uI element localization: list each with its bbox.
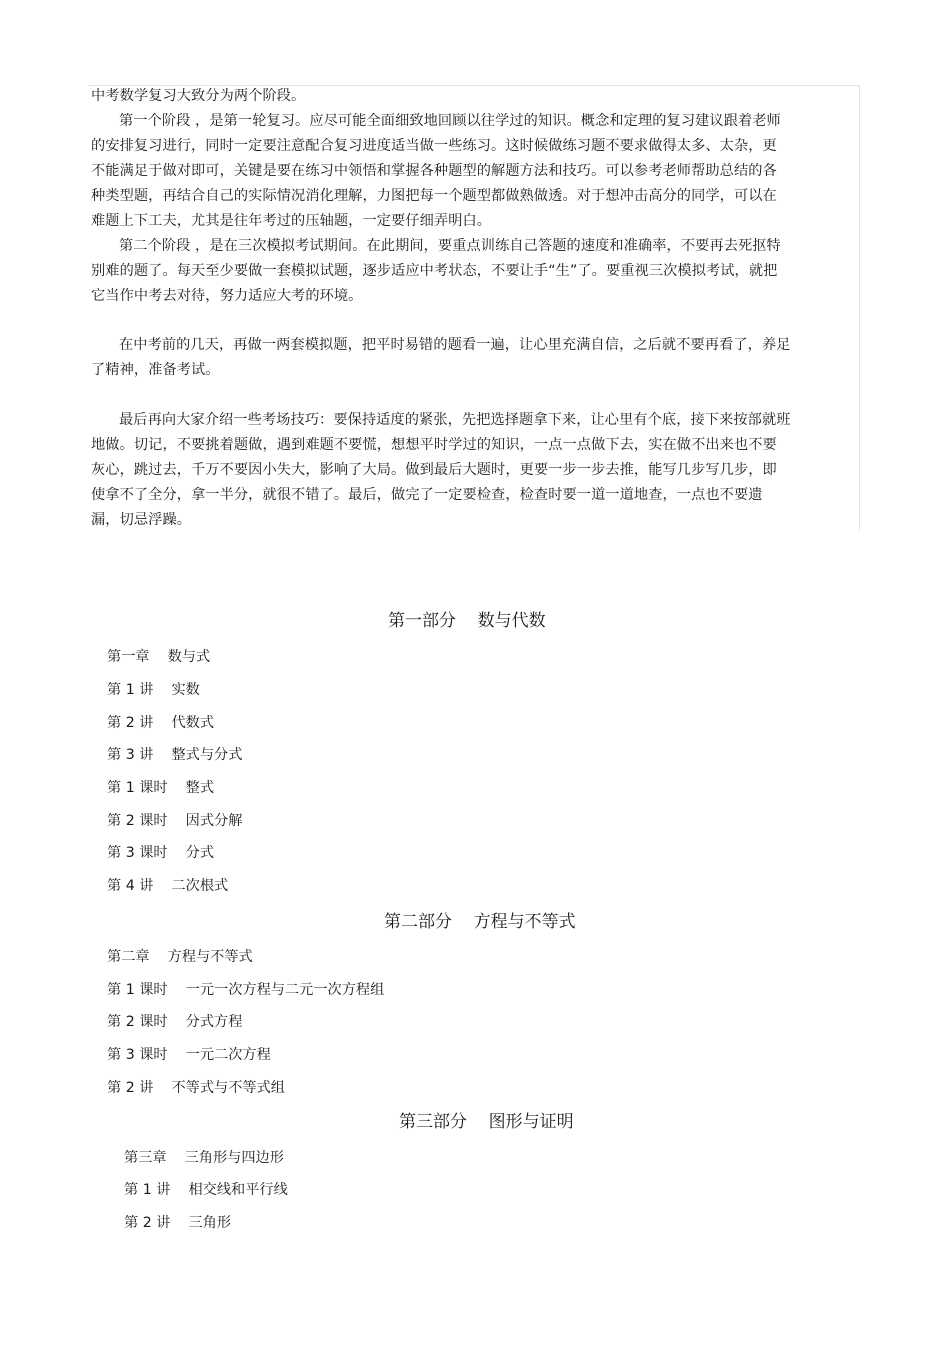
toc-item: 第 2 课时 分式方程 [107,1014,243,1030]
part-title: 第二部分 方程与不等式 [384,912,576,932]
part-title: 第一部分 数与代数 [388,611,546,631]
toc-item: 第 3 课时 一元二次方程 [107,1047,271,1063]
intro-line: 中考数学复习大致分为两个阶段。 [91,88,306,104]
toc-item: 第一章 数与式 [107,649,211,665]
toc-item: 第 1 课时 一元一次方程与二元一次方程组 [107,982,385,998]
toc-item: 第 3 课时 分式 [107,845,215,861]
before-exam-paragraph: 在中考前的几天，再做一两套模拟题，把平时易错的题看一遍，让心里充满自信，之后就不要再看了，养足了精神，准备考试。 [91,337,791,378]
toc-item: 第 2 讲 不等式与不等式组 [107,1080,285,1096]
toc-item: 第 2 讲 代数式 [107,715,215,731]
stage1-paragraph: 第一个阶段 ，是第一轮复习。应尽可能全面细致地回顾以往学过的知识。概念和定理的复习建议跟着老师的安排复习进行，同时一定要注意配合复习进度适当做一些练习。这时候做练习题不要求做得太多、太杂，更不能满足于做对即可，关键是要在练习中领悟和掌握各种题型的解题方法和技巧。可以参考老师帮助总结的各种类型题，再结合自己的实际情况消化理解，力图把每一个题型都做熟做透。对于想冲击高分的同学，可以在难题上下工夫，尤其是往年考过的压轴题，一定要仔细弄明白。 [91,113,781,229]
part-title: 第三部分 图形与证明 [399,1112,574,1132]
toc-item: 第二章 方程与不等式 [107,949,253,965]
toc-item: 第 1 讲 实数 [107,682,200,698]
toc-item: 第 2 课时 因式分解 [107,813,243,829]
toc-item: 第 3 讲 整式与分式 [107,747,243,763]
toc-item: 第三章 三角形与四边形 [124,1150,284,1166]
stage2-paragraph: 第二个阶段 ，是在三次模拟考试期间。在此期间，要重点训练自己答题的速度和准确率，不要再去死抠特别难的题了。每天至少要做一套模拟试题，逐步适应中考状态，不要让手“生”了。要重视三次模拟考试，就把它当作中考去对待，努力适应大考的环境。 [91,238,781,304]
toc-item: 第 4 讲 二次根式 [107,878,229,894]
toc-item: 第 2 讲 三角形 [124,1215,232,1231]
exam-tips-paragraph: 最后再向大家介绍一些考场技巧：要保持适度的紧张，先把选择题拿下来，让心里有个底，接下来按部就班地做。切记，不要挑着题做，遇到难题不要慌，想想平时学过的知识，一点一点做下去，实在做不出来也不要灰心，跳过去，千万不要因小失大，影响了大局。做到最后大题时，更要一步一步去推，能写几步写几步，即使拿不了全分，拿一半分，就很不错了。最后，做完了一定要检查，检查时要一道一道地查，一点也不要遗漏，切忌浮躁。 [91,412,791,528]
toc-item: 第 1 讲 相交线和平行线 [124,1182,288,1198]
toc-item: 第 1 课时 整式 [107,780,215,796]
